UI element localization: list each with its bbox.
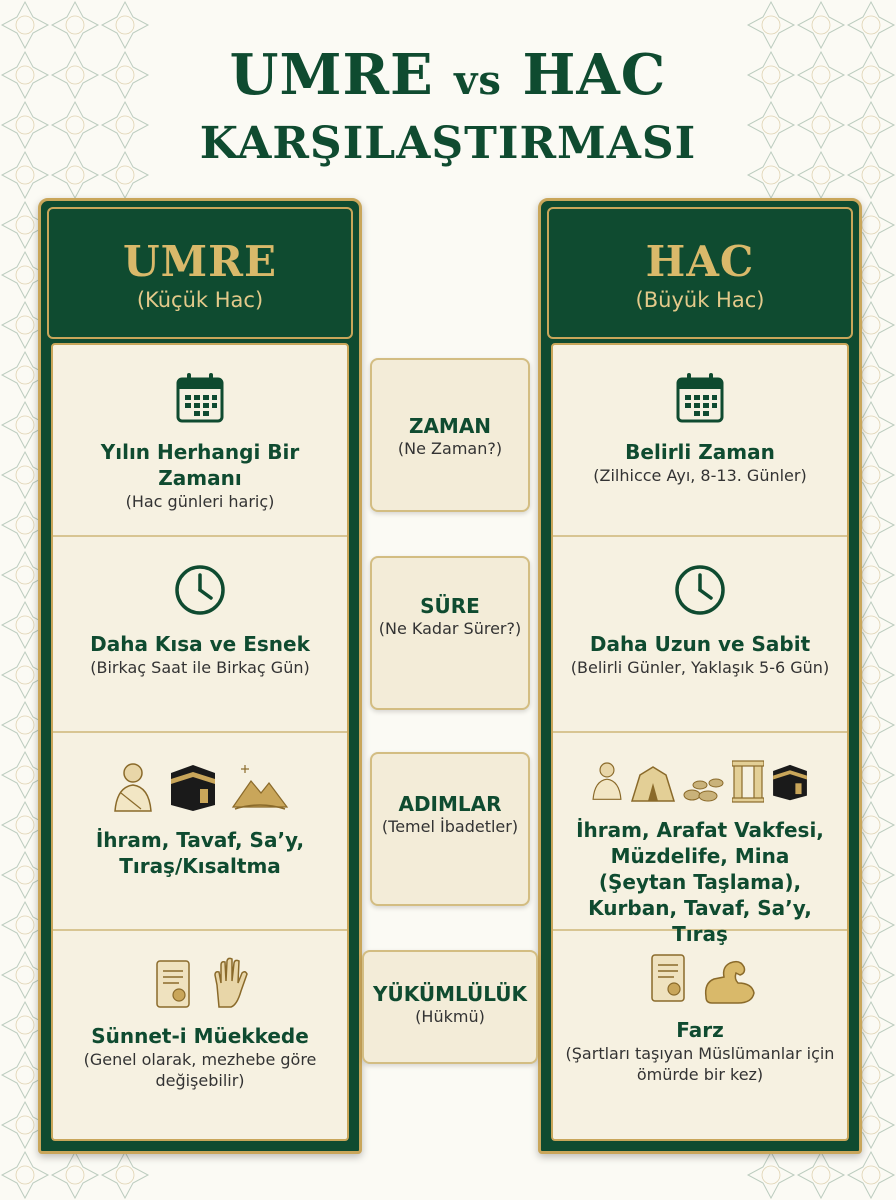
calendar-icon — [674, 371, 726, 425]
hac-name: HAC — [645, 237, 755, 286]
pebbles-icon — [682, 769, 726, 803]
scroll-document-icon — [149, 957, 195, 1011]
hac-body — [551, 343, 849, 1141]
hac-yukumluluk-main: Farz — [676, 1018, 724, 1042]
umre-body — [51, 343, 349, 1141]
hac-zaman-sub: (Zilhicce Ayı, 8-13. Günler) — [593, 466, 807, 485]
tent-icon — [630, 763, 676, 803]
umre-adimlar-main: İhram, Tavaf, Sa’y, Tıraş/Kısaltma — [95, 828, 305, 878]
page-title-line2: KARŞILAŞTIRMASI — [199, 118, 697, 169]
mountain-icon — [231, 759, 289, 813]
category-yukumluluk-label: YÜKÜMLÜLÜK — [372, 982, 528, 1006]
hac-zaman-cell — [553, 345, 847, 537]
pillars-icon — [732, 759, 764, 803]
umre-yukumluluk-main: Sünnet-i Müekkede — [91, 1024, 309, 1048]
page-title-line1 — [0, 42, 896, 108]
umre-subtitle: (Küçük Hac) — [136, 288, 264, 312]
hac-yukumluluk-sub: (Şartları taşıyan Müslümanlar için ömürde bir kez) — [565, 1044, 835, 1084]
hac-header — [547, 207, 853, 339]
hac-sure-cell — [553, 537, 847, 733]
umre-header — [47, 207, 353, 339]
umre-yukumluluk-sub: (Genel olarak, mezhebe göre değişebilir) — [83, 1050, 317, 1090]
umre-sure-main: Daha Kısa ve Esnek — [90, 632, 310, 656]
hac-adimlar-main: İhram, Arafat Vakfesi, Müzdelife, Mina (Şeytan Taşlama), Kurban, Tavaf, Sa’y, Tıraş — [576, 818, 824, 946]
umre-sure-cell — [53, 537, 347, 733]
umre-sure-sub: (Birkaç Saat ile Birkaç Gün) — [90, 658, 310, 677]
category-zaman-sub: (Ne Zaman?) — [397, 439, 503, 458]
hac-zaman-main: Belirli Zaman — [625, 440, 775, 464]
category-yukumluluk — [362, 950, 538, 1064]
title-hac: HAC — [522, 42, 667, 108]
kaaba-icon — [167, 759, 219, 813]
umre-yukumluluk-cell — [53, 931, 347, 1139]
category-adimlar-sub: (Temel İbadetler) — [381, 817, 519, 836]
hac-subtitle: (Büyük Hac) — [635, 288, 765, 312]
category-sure-label: SÜRE — [420, 594, 480, 618]
raised-hand-icon — [207, 957, 251, 1011]
category-zaman-label: ZAMAN — [408, 414, 492, 438]
umre-zaman-sub: (Hac günleri hariç) — [125, 492, 275, 511]
hac-yukumluluk-cell — [553, 931, 847, 1139]
clock-icon — [673, 563, 727, 617]
flexed-arm-icon — [702, 957, 756, 1005]
category-adimlar-label: ADIMLAR — [398, 792, 502, 816]
hac-sure-main: Daha Uzun ve Sabit — [589, 632, 811, 656]
category-adimlar — [370, 752, 530, 906]
umre-zaman-cell — [53, 345, 347, 537]
umre-name: UMRE — [122, 237, 278, 286]
umre-column — [38, 198, 362, 1154]
umre-zaman-main: Yılın Herhangi Bir Zamanı — [100, 440, 300, 490]
clock-icon — [173, 563, 227, 617]
umre-adimlar-cell — [53, 733, 347, 931]
title-umre: UMRE — [229, 42, 434, 108]
category-sure — [370, 556, 530, 710]
category-yukumluluk-sub: (Hükmü) — [415, 1007, 485, 1026]
hac-column — [538, 198, 862, 1154]
kaaba-icon — [770, 759, 810, 803]
scroll-document-icon — [644, 951, 690, 1005]
hac-adimlar-cell — [553, 733, 847, 946]
category-zaman — [370, 358, 530, 512]
pilgrim-ihram-icon — [590, 757, 624, 803]
title-vs: vs — [454, 57, 502, 104]
calendar-icon — [174, 371, 226, 425]
hac-sure-sub: (Belirli Günler, Yaklaşık 5-6 Gün) — [570, 658, 830, 677]
category-sure-sub: (Ne Kadar Sürer?) — [378, 619, 522, 638]
pilgrim-ihram-icon — [111, 759, 155, 813]
